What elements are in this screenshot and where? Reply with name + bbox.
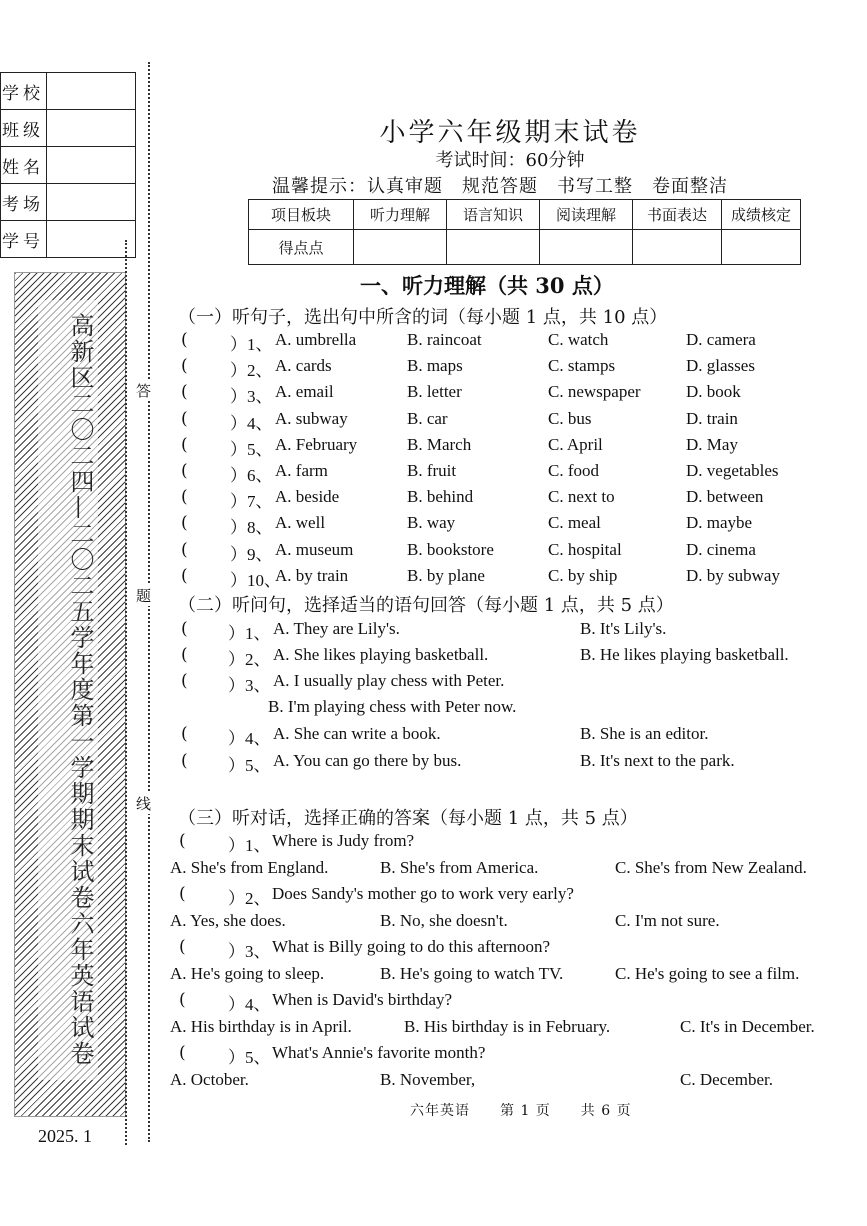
option-c: C. He's going to see a film.	[615, 964, 800, 983]
question-text: What's Annie's favorite month?	[272, 1043, 486, 1062]
option-d: D. glasses	[686, 356, 755, 376]
score-cell[interactable]	[633, 230, 722, 265]
question-number: ）4、	[230, 413, 273, 433]
fold-mark-xian: 线	[136, 795, 152, 813]
option-b: B. car	[407, 408, 448, 428]
option-c: C. by ship	[548, 565, 618, 585]
option-c: C. watch	[548, 330, 609, 349]
option-d: D. May	[686, 434, 738, 454]
score-header-row	[249, 200, 801, 230]
score-header: 书面表达	[633, 200, 722, 230]
page-title: 小学六年级期末试卷	[379, 118, 641, 148]
part1-title: （一）听句子，选出句中所含的词（每小题 1 点，共 10 点）	[178, 307, 668, 328]
question-text: What is Billy going to do this afternoon?	[272, 937, 551, 956]
info-row	[1, 221, 136, 258]
option-b: B. It's next to the park.	[580, 751, 735, 770]
option-b: B. She is an editor.	[580, 724, 709, 743]
question-number: ）2、	[228, 650, 271, 669]
answer-blank-paren[interactable]: (	[181, 382, 188, 403]
question-number: ）3、	[230, 387, 273, 407]
question-text: Does Sandy's mother go to work very early?	[272, 884, 574, 903]
question-number: ）5、	[228, 756, 271, 775]
exam-tips: 温馨提示：认真审题 规范答题 书写工整 卷面整洁	[272, 176, 728, 197]
option-c: C. She's from New Zealand.	[615, 858, 807, 877]
option-c: C. bus	[548, 408, 592, 428]
option-c: C. December.	[680, 1070, 773, 1089]
question-number: ）3、	[228, 676, 271, 695]
option-a: A. well	[275, 513, 326, 533]
option-b: B. He likes playing basketball.	[580, 645, 789, 664]
option-c: C. April	[548, 434, 603, 454]
option-b: B. raincoat	[407, 330, 482, 349]
option-c: C. meal	[548, 513, 601, 533]
question-text: Where is Judy from?	[272, 831, 415, 850]
question-number: ）1、	[230, 335, 273, 354]
option-d: D. cinema	[686, 539, 756, 559]
option-c: C. food	[548, 461, 599, 480]
option-a: A. I usually play chess with Peter.	[273, 671, 505, 690]
exam-date: 2025. 1	[38, 1126, 92, 1146]
option-b: B. by plane	[407, 565, 485, 585]
option-a: A. February	[275, 434, 358, 454]
option-d: D. between	[686, 487, 764, 507]
score-cell[interactable]	[722, 230, 801, 265]
section-title: 一、听力理解（共 30 点）	[360, 273, 614, 298]
answer-blank-paren[interactable]: (	[181, 751, 188, 771]
page-footer: 六年英语 第 1 页 共 6 页	[410, 1103, 632, 1119]
option-b: B. It's Lily's.	[580, 619, 667, 638]
option-a: A. umbrella	[275, 330, 357, 349]
answer-blank-paren[interactable]: (	[181, 619, 188, 639]
fold-mark-ti: 题	[136, 587, 152, 605]
student-id-field[interactable]	[47, 221, 136, 258]
answer-blank-paren[interactable]: (	[181, 356, 188, 377]
question-number: ）1、	[228, 836, 271, 855]
option-c: C. It's in December.	[680, 1017, 815, 1036]
answer-blank-paren[interactable]: (	[181, 671, 188, 691]
question-number: ）8、	[230, 518, 273, 538]
option-c: C. next to	[548, 487, 615, 507]
question-text: When is David's birthday?	[272, 990, 453, 1009]
option-b: B. November,	[380, 1070, 476, 1089]
score-header: 成绩核定	[722, 200, 801, 230]
fold-mark-da: 答	[136, 382, 152, 400]
option-d: D. by subway	[686, 565, 780, 585]
option-a: A. Yes, she does.	[170, 911, 286, 930]
option-a: A. His birthday is in April.	[170, 1017, 352, 1036]
option-b: B. He's going to watch TV.	[380, 964, 564, 983]
option-a: A. museum	[275, 539, 354, 559]
option-d: D. vegetables	[686, 461, 779, 480]
answer-blank-paren[interactable]: (	[181, 434, 188, 455]
question-number: ）6、	[230, 466, 273, 485]
info-label: 班级	[1, 110, 47, 147]
option-b: B. She's from America.	[380, 858, 539, 877]
part2-title: （二）听问句，选择适当的语句回答（每小题 1 点，共 5 点）	[178, 595, 674, 616]
score-cell[interactable]	[540, 230, 633, 265]
option-c: C. I'm not sure.	[615, 911, 720, 930]
option-a: A. beside	[275, 487, 340, 507]
answer-blank-paren[interactable]: (	[179, 831, 186, 851]
answer-blank-paren[interactable]: (	[181, 487, 188, 508]
option-a: A. She's from England.	[170, 858, 329, 877]
option-b: B. behind	[407, 487, 474, 507]
option-a: A. by train	[275, 565, 349, 585]
question-number: ）9、	[230, 544, 273, 564]
question-number: ）3、	[228, 942, 271, 961]
option-b: B. bookstore	[407, 539, 494, 559]
question-number: ）2、	[228, 889, 271, 908]
option-b: B. letter	[407, 382, 462, 402]
question-number: ）2、	[230, 361, 273, 381]
option-b: B. maps	[407, 356, 463, 376]
option-c: C. hospital	[548, 539, 622, 559]
answer-blank-paren[interactable]: (	[181, 461, 188, 481]
option-a: A. You can go there by bus.	[273, 751, 462, 770]
question-number: ）5、	[230, 439, 273, 459]
option-b: B. I'm playing chess with Peter now.	[268, 697, 517, 716]
option-c: C. newspaper	[548, 382, 641, 402]
option-a: A. She can write a book.	[273, 724, 441, 743]
question-number: ）5、	[228, 1048, 271, 1067]
info-label: 考场	[1, 184, 47, 221]
score-cell[interactable]	[447, 230, 540, 265]
option-d: D. camera	[686, 330, 756, 349]
question-number: ）4、	[228, 729, 271, 748]
question-number: ）1、	[228, 624, 271, 643]
answer-blank-paren[interactable]: (	[179, 990, 186, 1010]
info-label: 学校	[1, 73, 47, 110]
answer-blank-paren[interactable]: (	[179, 884, 186, 904]
info-row	[1, 184, 136, 221]
answer-blank-paren[interactable]: (	[181, 513, 188, 534]
option-b: B. No, she doesn't.	[380, 911, 508, 930]
option-b: B. way	[407, 513, 456, 533]
fold-line-inner	[125, 240, 127, 1145]
info-row	[1, 73, 136, 110]
option-c: C. stamps	[548, 356, 616, 376]
question-number: ）10、	[230, 570, 281, 590]
option-a: A. farm	[275, 461, 328, 480]
score-value-row	[249, 230, 801, 265]
info-label: 姓名	[1, 147, 47, 184]
exam-room-field[interactable]	[47, 184, 136, 221]
score-row-label: 得点点	[249, 230, 354, 265]
option-a: A. cards	[275, 356, 332, 376]
part3-title: （三）听对话，选择正确的答案（每小题 1 点，共 5 点）	[178, 808, 638, 829]
answer-blank-paren[interactable]: (	[181, 724, 188, 744]
answer-blank-paren[interactable]: (	[181, 565, 188, 586]
option-a: A. subway	[275, 408, 348, 428]
answer-blank-paren[interactable]: (	[181, 539, 188, 560]
answer-blank-paren[interactable]: (	[179, 937, 186, 957]
answer-blank-paren[interactable]: (	[181, 645, 188, 665]
answer-blank-paren[interactable]: (	[179, 1043, 186, 1063]
option-a: A. email	[275, 382, 334, 402]
school-field[interactable]	[47, 73, 136, 110]
score-header: 阅读理解	[540, 200, 633, 230]
question-number: ）7、	[230, 492, 273, 512]
score-header: 听力理解	[354, 200, 447, 230]
option-d: D. train	[686, 408, 738, 428]
answer-blank-paren[interactable]: (	[181, 408, 188, 429]
vertical-exam-title: 高新区二〇二四—二〇二五学年度第一学期期末试卷六年英语试卷	[38, 300, 98, 1080]
score-header: 语言知识	[447, 200, 540, 230]
option-a: A. They are Lily's.	[273, 619, 400, 638]
option-b: B. March	[407, 434, 472, 454]
option-a: A. October.	[170, 1070, 249, 1089]
info-label: 学号	[1, 221, 47, 258]
option-d: D. maybe	[686, 513, 753, 533]
score-table	[248, 199, 801, 265]
score-header: 项目板块	[249, 200, 354, 230]
score-cell[interactable]	[354, 230, 447, 265]
question-number: ）4、	[228, 995, 271, 1014]
option-b: B. fruit	[407, 461, 457, 480]
option-a: A. He's going to sleep.	[170, 964, 325, 983]
exam-time: 考试时间：60分钟	[435, 150, 585, 171]
option-d: D. book	[686, 382, 741, 402]
answer-blank-paren[interactable]: (	[181, 330, 188, 350]
option-a: A. She likes playing basketball.	[273, 645, 489, 664]
option-b: B. His birthday is in February.	[404, 1017, 611, 1036]
